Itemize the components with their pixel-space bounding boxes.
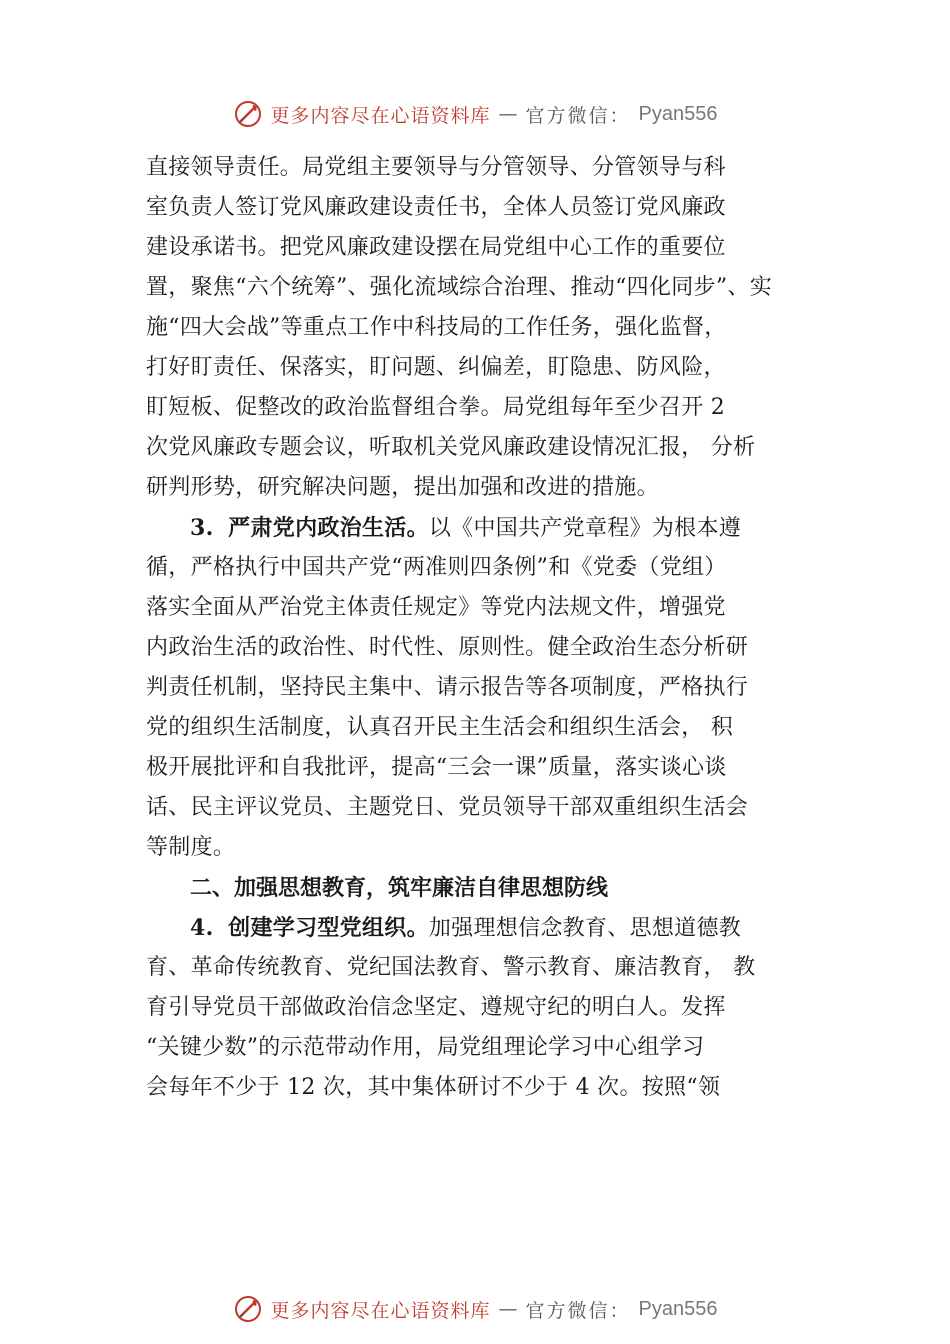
text-line: 育引导党员干部做政治信念坚定、遵规守纪的明白人。发挥 xyxy=(146,995,726,1020)
item-3-first-line xyxy=(146,508,836,548)
quill-pen-logo-icon xyxy=(233,99,263,129)
banner-wechat-id: Pyan556 xyxy=(638,102,718,125)
text-line: 会每年不少于 12 次，其中集体研讨不少于 4 次。按照“领 xyxy=(146,1075,721,1100)
text-line: 置，聚焦“六个统筹”、强化流域综合治理、推动“四化同步”、实 xyxy=(146,275,772,300)
item-3-title: 严肃党内政治生活。 xyxy=(228,515,429,541)
item-3-number: 3. xyxy=(190,515,214,541)
section-2-heading: 二、加强思想教育，筑牢廉洁自律思想防线 xyxy=(190,875,609,901)
item-4-number: 4. xyxy=(190,915,214,941)
header-banner xyxy=(0,94,950,134)
item-4-first-line xyxy=(146,908,836,948)
text-line: 内政治生活的政治性、时代性、原则性。健全政治生态分析研 xyxy=(146,635,749,660)
footer-banner xyxy=(0,1289,950,1329)
banner-title: 更多内容尽在心语资料库 xyxy=(270,1299,491,1322)
text-line: 次党风廉政专题会议，听取机关党风廉政建设情况汇报， 分析 xyxy=(146,435,756,460)
text-line: 循，严格执行中国共产党“两准则四条例”和《党委（党组） xyxy=(146,555,727,580)
text-line: 等制度。 xyxy=(146,835,236,860)
document-body xyxy=(146,148,836,1108)
text-line: 盯短板、促整改的政治监督组合拳。局党组每年至少召开 2 xyxy=(146,395,726,420)
text-line: 打好盯责任、保落实，盯问题、纠偏差，盯隐患、防风险， xyxy=(146,355,726,380)
banner-wechat-id: Pyan556 xyxy=(638,1297,718,1320)
text-line: 育、革命传统教育、党纪国法教育、警示教育、廉洁教育， 教 xyxy=(146,955,756,980)
text-line: 建设承诺书。把党风廉政建设摆在局党组中心工作的重要位 xyxy=(146,235,726,260)
paragraph-1 xyxy=(146,148,836,508)
item-4-first-text: 加强理想信念教育、思想道德教 xyxy=(428,916,742,941)
text-line: 室负责人签订党风廉政建设责任书，全体人员签订党风廉政 xyxy=(146,195,726,220)
text-line: 施“四大会战”等重点工作中科技局的工作任务，强化监督， xyxy=(146,315,727,340)
banner-title: 更多内容尽在心语资料库 xyxy=(270,104,491,127)
text-line: 极开展批评和自我批评，提高“三会一课”质量，落实谈心谈 xyxy=(146,755,727,780)
text-line: 落实全面从严治党主体责任规定》等党内法规文件，增强党 xyxy=(146,595,726,620)
text-line: 判责任机制，坚持民主集中、请示报告等各项制度，严格执行 xyxy=(146,675,749,700)
banner-official-label: 官方微信： xyxy=(525,1299,631,1322)
text-line: 话、民主评议党员、主题党日、党员领导干部双重组织生活会 xyxy=(146,795,749,820)
quill-pen-logo-icon xyxy=(233,1294,263,1324)
item-4 xyxy=(146,908,836,1108)
banner-separator: — xyxy=(498,103,518,125)
item-3-first-text: 以《中国共产党章程》为根本遵 xyxy=(428,516,742,541)
item-4-title: 创建学习型党组织。 xyxy=(228,915,429,941)
text-line: 党的组织生活制度，认真召开民主生活会和组织生活会， 积 xyxy=(146,715,734,740)
item-3 xyxy=(146,508,836,868)
text-line: “关键少数”的示范带动作用，局党组理论学习中心组学习 xyxy=(146,1035,705,1060)
text-line: 直接领导责任。局党组主要领导与分管领导、分管领导与科 xyxy=(146,155,726,180)
banner-official-label: 官方微信： xyxy=(525,104,631,127)
text-line: 研判形势，研究解决问题，提出加强和改进的措施。 xyxy=(146,475,659,500)
banner-separator: — xyxy=(498,1298,518,1320)
